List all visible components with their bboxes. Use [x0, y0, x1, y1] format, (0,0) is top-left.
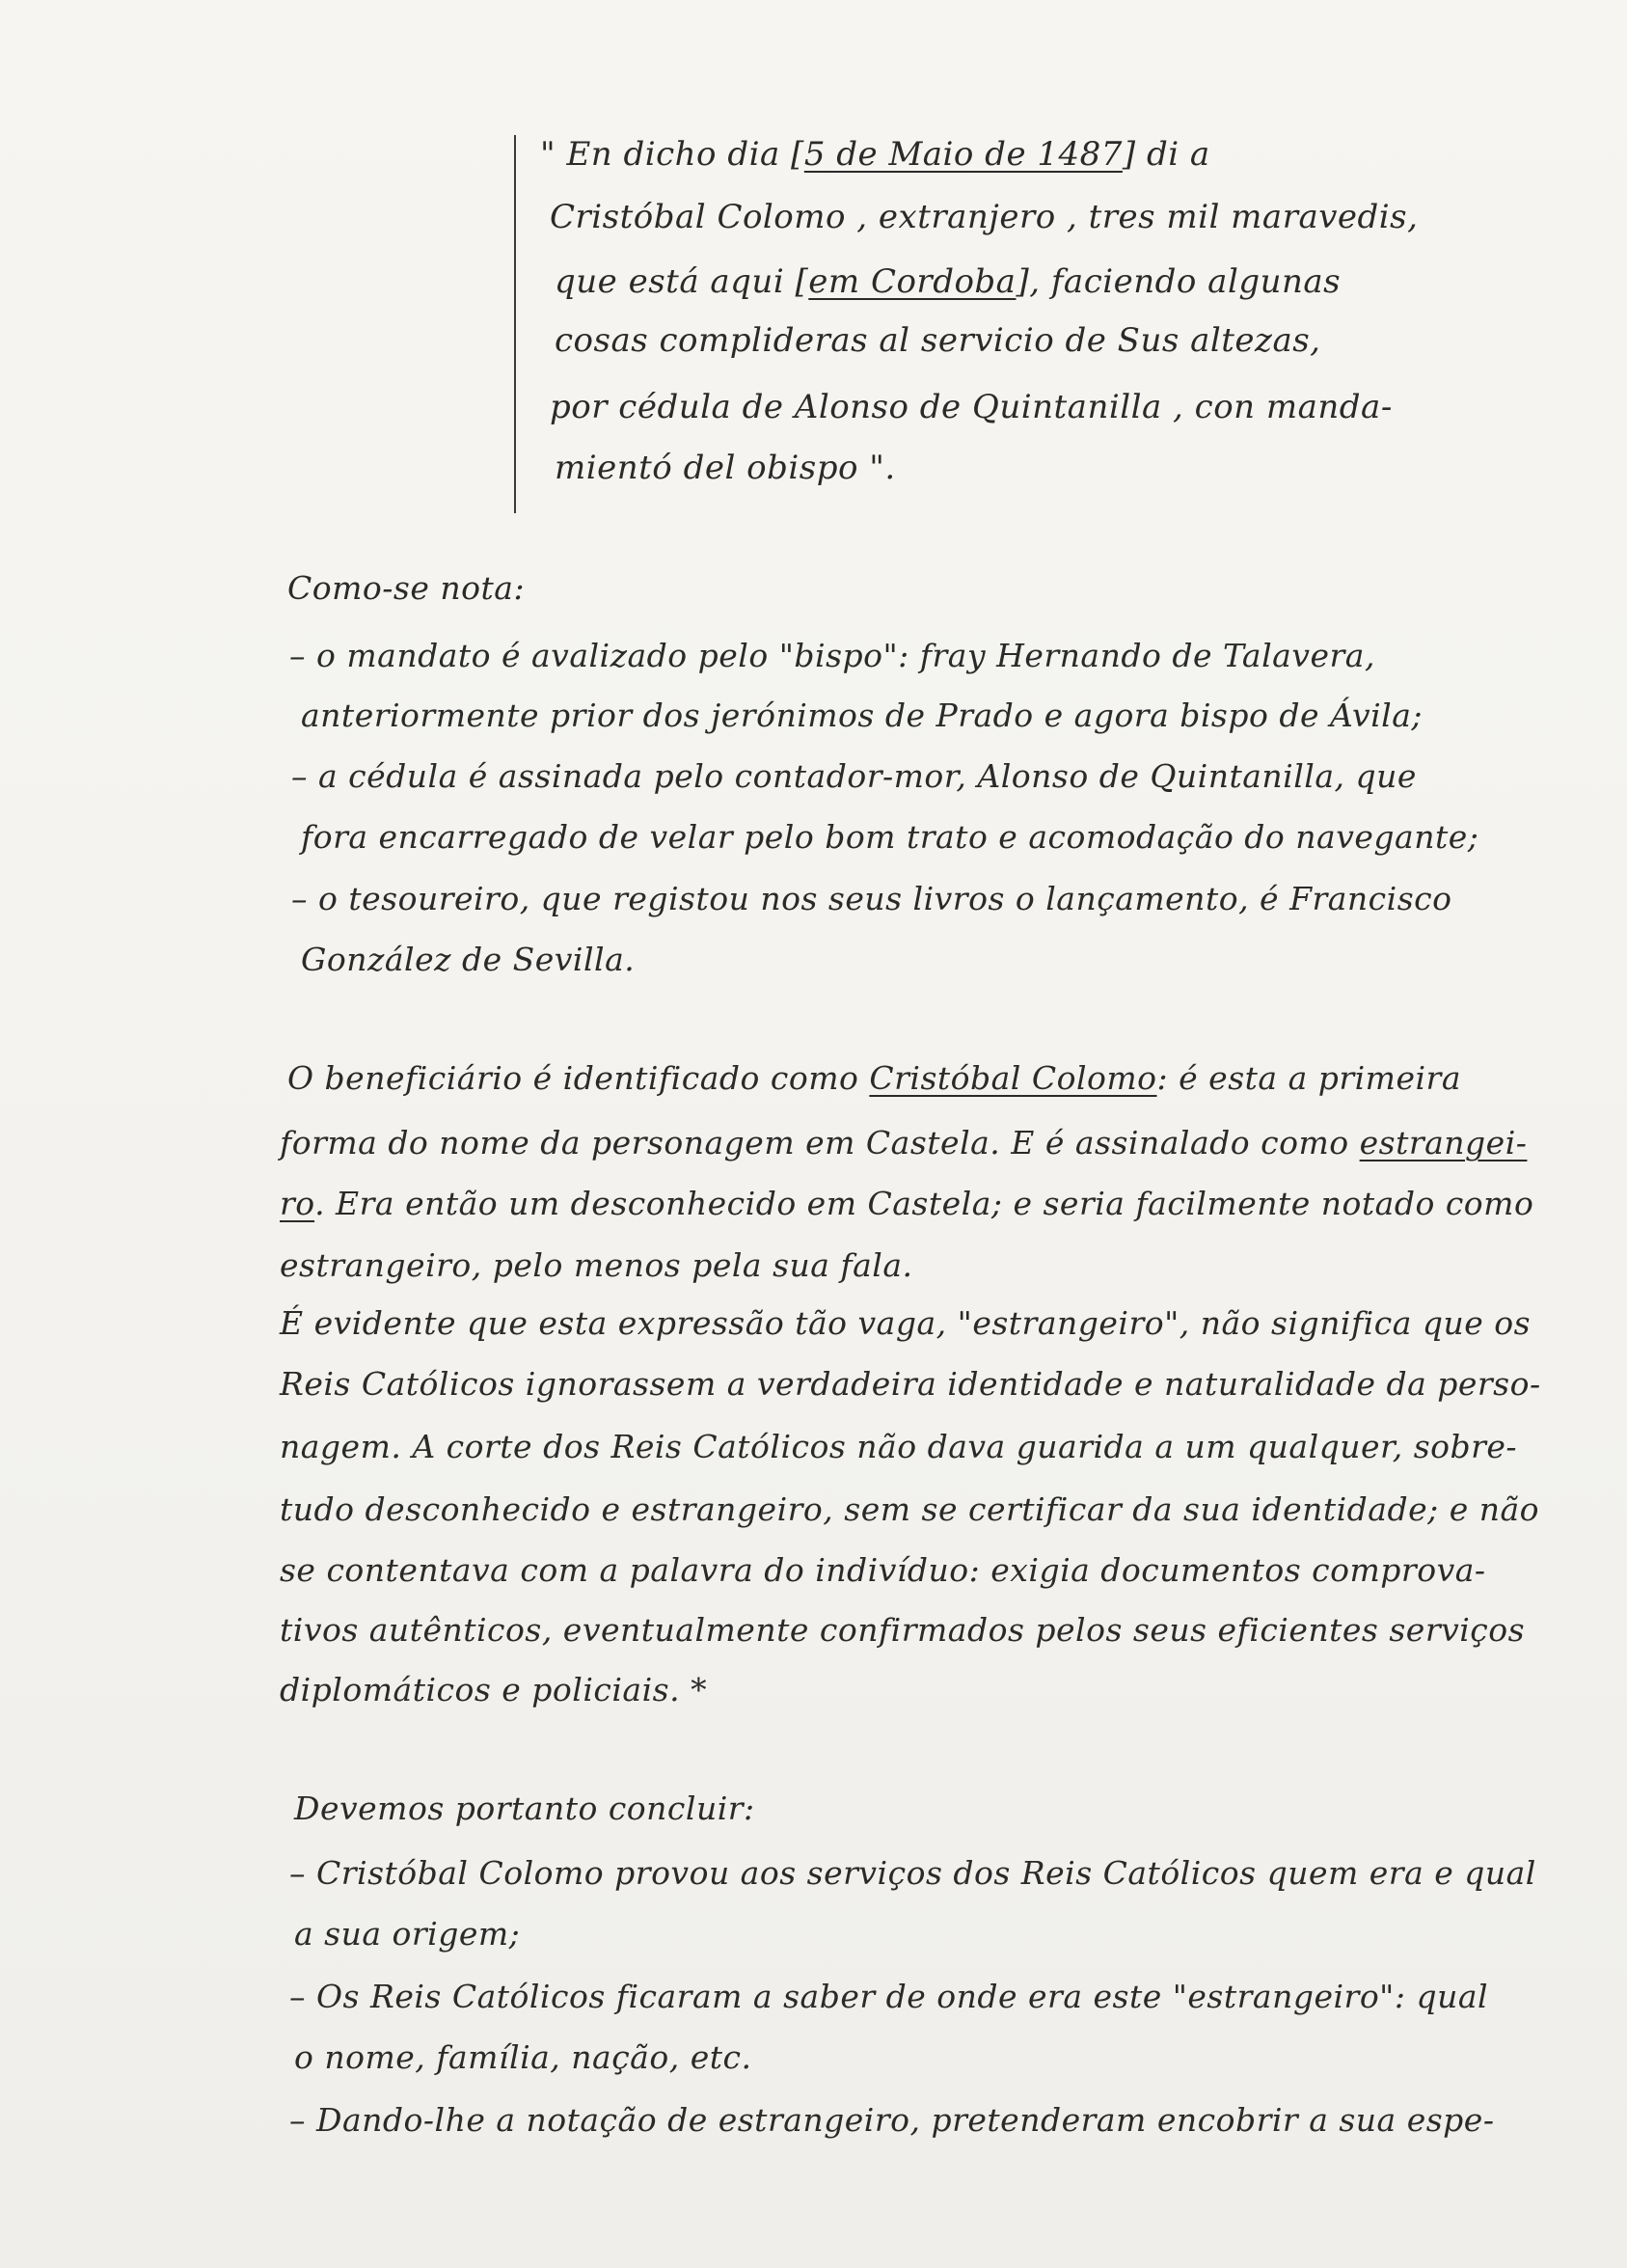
quote-line [555, 449, 896, 487]
quote-text: ], faciendo algunas [1016, 262, 1342, 301]
body-line [280, 1185, 1533, 1222]
quote-text: por cédula de Alonso de Quintanilla , con manda- [550, 388, 1393, 426]
quote-text: que está aqui [ [555, 262, 809, 301]
body-line: tudo desconhecido e estrangeiro, sem se certificar da sua identidade; e não [280, 1490, 1540, 1528]
body-line: se contentava com a palavra do indivíduo: exigia documentos comprova- [280, 1551, 1486, 1589]
quote-text: " En dicho dia [ [540, 135, 804, 174]
quote-line [550, 388, 1393, 426]
notes-line: anteriormente prior dos jerónimos de Prado e agora bispo de Ávila; [301, 697, 1424, 734]
body-word-underlined: estrangei- [1359, 1124, 1528, 1161]
notes-line: González de Sevilla. [301, 941, 636, 978]
conclusion-line: – Os Reis Católicos ficaram a saber de onde era este "estrangeiro": qual [289, 1978, 1489, 2015]
notes-line: fora encarregado de velar pelo bom trato e acomodação do navegante; [301, 818, 1479, 856]
quote-date-underlined: 5 de Maio de 1487 [803, 135, 1123, 174]
notes-line: – a cédula é assinada pelo contador-mor, Alonso de Quintanilla, que [291, 757, 1417, 795]
quote-place-underlined: em Cordoba [808, 262, 1017, 301]
quote-line [555, 321, 1320, 360]
conclusion-line: o nome, família, nação, etc. [294, 2038, 752, 2076]
body-name-underlined: Cristóbal Colomo [869, 1059, 1157, 1097]
body-text: . Era então um desconhecido em Castela; e seria facilmente notado como [314, 1185, 1534, 1222]
quote-line [550, 198, 1418, 236]
body-line: tivos autênticos, eventualmente confirmados pelos seus eficientes serviços [280, 1611, 1526, 1649]
body-text: O beneficiário é identificado como [287, 1059, 870, 1097]
body-line: diplomáticos e policiais. * [280, 1671, 708, 1708]
quote-text: ] di a [1122, 135, 1210, 174]
body-line: nagem. A corte dos Reis Católicos não dava guarida a um qualquer, sobre- [280, 1428, 1518, 1465]
quote-text: cosas complideras al servicio de Sus altezas, [555, 321, 1321, 360]
quote-line [540, 135, 1210, 174]
body-text: : é esta a primeira [1156, 1059, 1462, 1097]
conclusion-line: – Dando-lhe a notação de estrangeiro, pretenderam encobrir a sua espe- [289, 2101, 1495, 2139]
body-line [280, 1124, 1527, 1161]
body-text: forma do nome da personagem em Castela. E é assinalado como [280, 1124, 1360, 1161]
quote-margin-line [514, 135, 516, 513]
body-line: É evidente que esta expressão tão vaga, "estrangeiro", não significa que os [280, 1304, 1532, 1342]
conclusion-line: a sua origem; [294, 1915, 521, 1953]
quote-text: mientó del obispo ". [555, 449, 896, 487]
body-word-underlined: ro [280, 1185, 315, 1222]
notes-heading: Como-se nota: [287, 569, 526, 607]
body-line: estrangeiro, pelo menos pela sua fala. [280, 1246, 913, 1284]
quote-text: Cristóbal Colomo , extranjero , tres mil maravedis, [550, 198, 1419, 236]
conclusion-heading: Devemos portanto concluir: [294, 1790, 755, 1827]
notes-line: – o tesoureiro, que registou nos seus livros o lançamento, é Francisco [291, 880, 1452, 917]
body-line: Reis Católicos ignorassem a verdadeira identidade e naturalidade da perso- [280, 1365, 1541, 1403]
notes-line: – o mandato é avalizado pelo "bispo": fray Hernando de Talavera, [289, 637, 1375, 674]
conclusion-line: – Cristóbal Colomo provou aos serviços dos Reis Católicos quem era e qual [289, 1854, 1536, 1892]
body-line [287, 1059, 1461, 1097]
quote-line [555, 262, 1341, 301]
